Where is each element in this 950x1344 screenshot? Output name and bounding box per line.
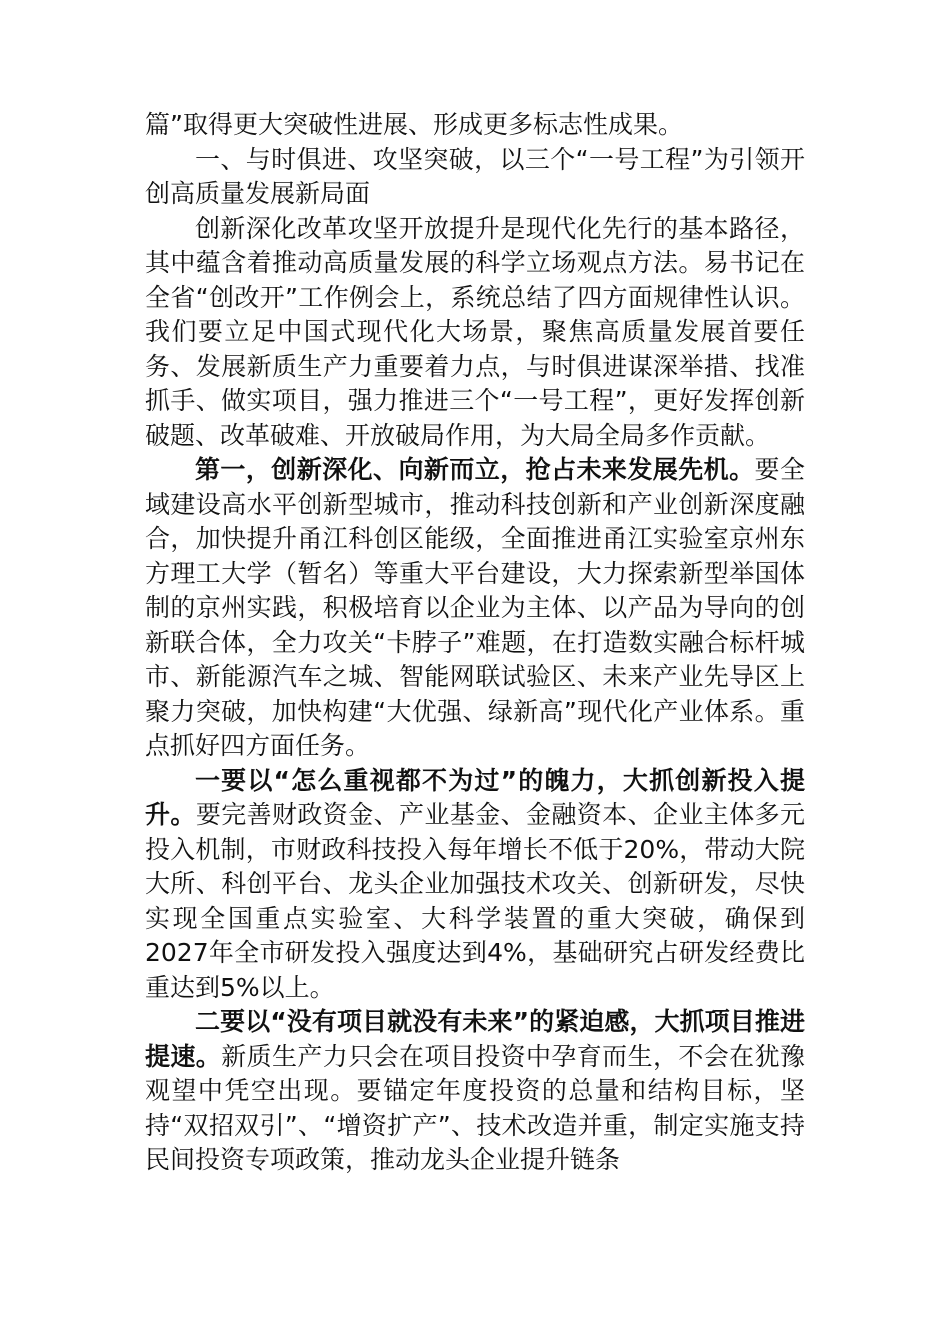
paragraph-5-text: 要完善财政资金、产业基金、金融资本、企业主体多元投入机制，市财政科技投入每年增长不低于20%，带动大院大所、科创平台、龙头企业加强技术攻关、创新研发，尽快实现全国重点实验室、大科学装置的重大突破，确保到2027年全市研发投入强度达到4%，基础研究占研发经费比重达到5%以上。	[145, 800, 805, 1002]
paragraph-6-lead: 二要以“没有项目就没有未来”的紧迫感，大抓项目推进提速。	[145, 1007, 805, 1071]
paragraph-6	[145, 1005, 805, 1178]
paragraph-4-lead: 第一，创新深化、向新而立，抢占未来发展先机。	[195, 455, 755, 484]
paragraph-3	[145, 212, 805, 454]
paragraph-1	[145, 108, 805, 143]
document-page	[145, 108, 805, 1178]
paragraph-5	[145, 764, 805, 1006]
paragraph-5-lead: 一要以“怎么重视都不为过”的魄力，大抓创新投入提升。	[145, 765, 805, 829]
section-heading	[145, 143, 805, 212]
paragraph-3-text: 创新深化改革攻坚开放提升是现代化先行的基本路径，其中蕴含着推动高质量发展的科学立场观点方法。易书记在全省“创改开”工作例会上，系统总结了四方面规律性认识。我们要立足中国式现代化大场景，聚焦高质量发展首要任务、发展新质生产力重要着力点，与时俱进谋深举措、找准抓手、做实项目，强力推进三个“一号工程”，更好发挥创新破题、改革破难、开放破局作用，为大局全局多作贡献。	[145, 213, 805, 450]
section-heading-text: 一、与时俱进、攻坚突破，以三个“一号工程”为引领开创高质量发展新局面	[145, 144, 805, 208]
paragraph-4-text: 要全域建设高水平创新型城市，推动科技创新和产业创新深度融合，加快提升甬江科创区能级，全面推进甬江实验室京州东方理工大学（暂名）等重大平台建设，大力探索新型举国体制的京州实践，积极培育以企业为主体、以产品为导向的创新联合体，全力攻关“卡脖子”难题，在打造数实融合标杆城市、新能源汽车之城、智能网联试验区、未来产业先导区上聚力突破，加快构建“大优强、绿新高”现代化产业体系。重点抓好四方面任务。	[145, 455, 805, 760]
paragraph-1-text: 篇”取得更大突破性进展、形成更多标志性成果。	[145, 110, 683, 139]
paragraph-6-text: 新质生产力只会在项目投资中孕育而生，不会在犹豫观望中凭空出现。要锚定年度投资的总量和结构目标，坚持“双招双引”、“增资扩产”、技术改造并重，制定实施支持民间投资专项政策，推动龙头企业提升链条	[145, 1041, 805, 1174]
paragraph-4	[145, 453, 805, 764]
